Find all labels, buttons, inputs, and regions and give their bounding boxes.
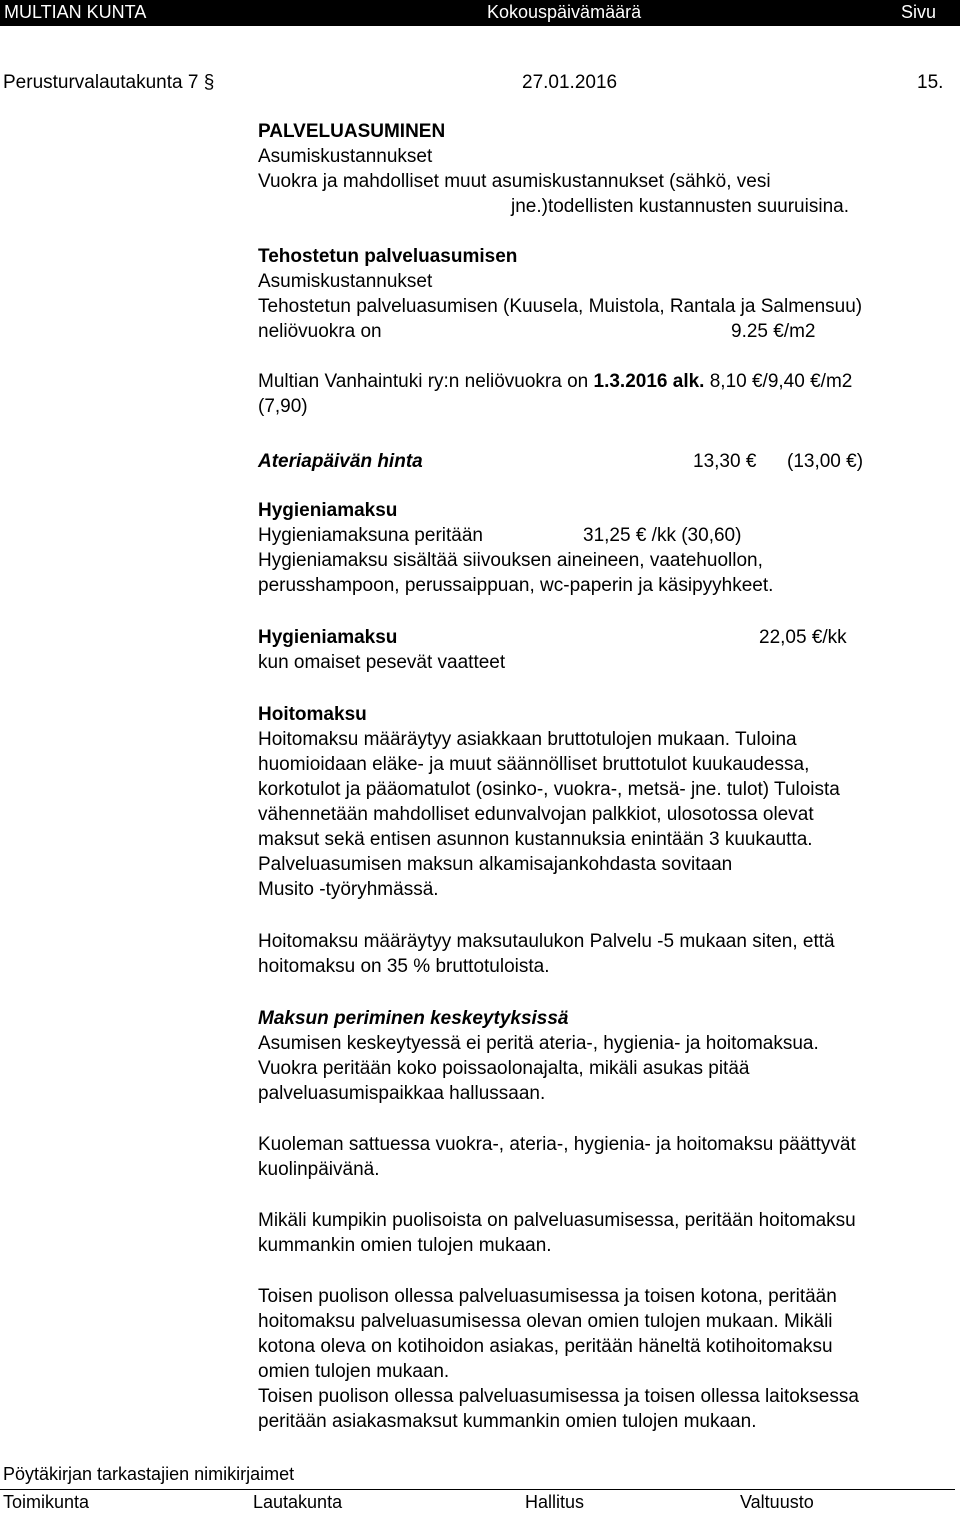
tehostettu-title: Tehostetun palveluasumisen	[258, 246, 518, 267]
hoitomaksu-paragraph	[258, 727, 958, 902]
palveluasuminen-subtitle: Asumiskustannukset	[258, 146, 433, 167]
hygienia2-value: 22,05 €/kk	[759, 627, 847, 648]
tehostettu-subtitle: Asumiskustannukset	[258, 271, 433, 292]
hoitomaksu-paragraph-2	[258, 929, 958, 979]
page-number: 15.	[917, 72, 944, 93]
spouses-line: kummankin omien tulojen mukaan.	[258, 1235, 552, 1256]
hygienia-includes-1: Hygieniamaksu sisältää siivouksen aineineen, vaatehuollon,	[258, 550, 763, 571]
keskeytys-line: Vuokra peritään koko poissaolonajalta, mikäli asukas pitää	[258, 1058, 750, 1079]
tehostettu-line1: Tehostetun palveluasumisen (Kuusela, Muistola, Rantala ja Salmensuu)	[258, 296, 863, 317]
palveluasuminen-line1: Vuokra ja mahdolliset muut asumiskustannukset (sähkö, vesi	[258, 171, 771, 192]
keskeytys-line: Asumisen keskeytyessä ei peritä ateria-, hygienia- ja hoitomaksua.	[258, 1033, 819, 1054]
hygienia2-title: Hygieniamaksu	[258, 627, 398, 648]
vanhaintuki-prev: (7,90)	[258, 396, 308, 417]
vanhaintuki-line: Multian Vanhaintuki ry:n neliövuokra on 1.3.2016 alk. 8,10 €/9,40 €/m2	[258, 371, 853, 392]
spouse-home-line: peritään asiakasmaksut kummankin omien tulojen mukaan.	[258, 1411, 757, 1432]
death-paragraph	[258, 1132, 958, 1182]
hoitomaksu-line: maksut sekä entisen asunnon kustannuksia enintään 3 kuukautta.	[258, 829, 813, 850]
meeting-date-label: Kokouspäivämäärä	[487, 2, 642, 22]
vanhaintuki-date: 1.3.2016 alk.	[593, 371, 705, 392]
spouse-home-paragraph	[258, 1284, 958, 1434]
keskeytys-line: palveluasumispaikkaa hallussaan.	[258, 1083, 546, 1104]
meeting-date: 27.01.2016	[522, 72, 618, 93]
tehostettu-rent-label: neliövuokra on	[258, 321, 382, 342]
palveluasuminen-title: PALVELUASUMINEN	[258, 121, 446, 142]
hoitomaksu-line: Musito -työryhmässä.	[258, 879, 439, 900]
hoitomaksu-title: Hoitomaksu	[258, 704, 367, 725]
hygienia-charged-value: 31,25 € /kk (30,60)	[583, 525, 742, 546]
tehostettu-rent-value: 9.25 €/m2	[731, 321, 816, 342]
hoitomaksu-line: Palveluasumisen maksun alkamisajankohdasta sovitaan	[258, 854, 733, 875]
hoitomaksu-line: vähennetään mahdolliset edunvalvojan palkkiot, ulosotossa olevat	[258, 804, 814, 825]
hygienia-includes-2: perusshampoon, perussaippuan, wc-paperin ja käsipyyhkeet.	[258, 575, 774, 596]
spouses-paragraph	[258, 1208, 958, 1258]
footer-col-valtuusto: Valtuusto	[740, 1492, 814, 1512]
footer-rule	[0, 1489, 955, 1490]
spouse-home-line: Toisen puolison ollessa palveluasumisessa ja toisen kotona, peritään	[258, 1286, 837, 1307]
ateria-prev: (13,00 €)	[787, 451, 864, 472]
spouse-home-line: omien tulojen mukaan.	[258, 1361, 450, 1382]
footer-col-hallitus: Hallitus	[525, 1492, 585, 1512]
ateria-label: Ateriapäivän hinta	[258, 451, 423, 472]
hoitomaksu-line: huomioidaan eläke- ja muut säännölliset bruttotulot kuukaudessa,	[258, 754, 810, 775]
footer-col-lautakunta: Lautakunta	[253, 1492, 343, 1512]
municipality-name: MULTIAN KUNTA	[4, 2, 147, 22]
spouses-line: Mikäli kumpikin puolisoista on palveluasumisessa, peritään hoitomaksu	[258, 1210, 856, 1231]
ateria-value: 13,30 €	[693, 451, 757, 472]
hoitomaksu-line: hoitomaksu on 35 % bruttotuloista.	[258, 956, 550, 977]
hygienia2-desc: kun omaiset pesevät vaatteet	[258, 652, 506, 673]
death-line: Kuoleman sattuessa vuokra-, ateria-, hygienia- ja hoitomaksu päättyvät	[258, 1134, 856, 1155]
palveluasuminen-line2: jne.)todellisten kustannusten suuruisina.	[511, 196, 849, 217]
vanhaintuki-value: 8,10 €/9,40 €/m2	[709, 371, 853, 392]
footer-signatures-label: Pöytäkirjan tarkastajien nimikirjaimet	[3, 1464, 295, 1484]
section-mark: §	[203, 72, 215, 93]
death-line: kuolinpäivänä.	[258, 1159, 380, 1180]
spouse-home-line: hoitomaksu palveluasumisessa olevan omien tulojen mukaan. Mikäli	[258, 1311, 833, 1332]
keskeytys-paragraph	[258, 1031, 958, 1106]
spouse-home-line: Toisen puolison ollessa palveluasumisessa ja toisen ollessa laitoksessa	[258, 1386, 859, 1407]
footer-col-toimikunta: Toimikunta	[3, 1492, 90, 1512]
hoitomaksu-line: korkotulot ja pääomatulot (osinko-, vuokra-, metsä- jne. tulot) Tuloista	[258, 779, 840, 800]
spouse-home-line: kotona oleva on kotihoidon asiakas, peritään häneltä kotihoitomaksu	[258, 1336, 833, 1357]
hoitomaksu-line: Hoitomaksu määräytyy asiakkaan bruttotulojen mukaan. Tuloina	[258, 729, 797, 750]
page-label: Sivu	[901, 2, 937, 22]
document-header	[0, 0, 960, 26]
hygienia-charged-label: Hygieniamaksuna peritään	[258, 525, 483, 546]
hoitomaksu-line: Hoitomaksu määräytyy maksutaulukon Palvelu -5 mukaan siten, että	[258, 931, 835, 952]
board-name: Perusturvalautakunta 7 §	[3, 72, 215, 93]
keskeytys-title: Maksun periminen keskeytyksissä	[258, 1008, 569, 1029]
hygienia-title: Hygieniamaksu	[258, 500, 398, 521]
